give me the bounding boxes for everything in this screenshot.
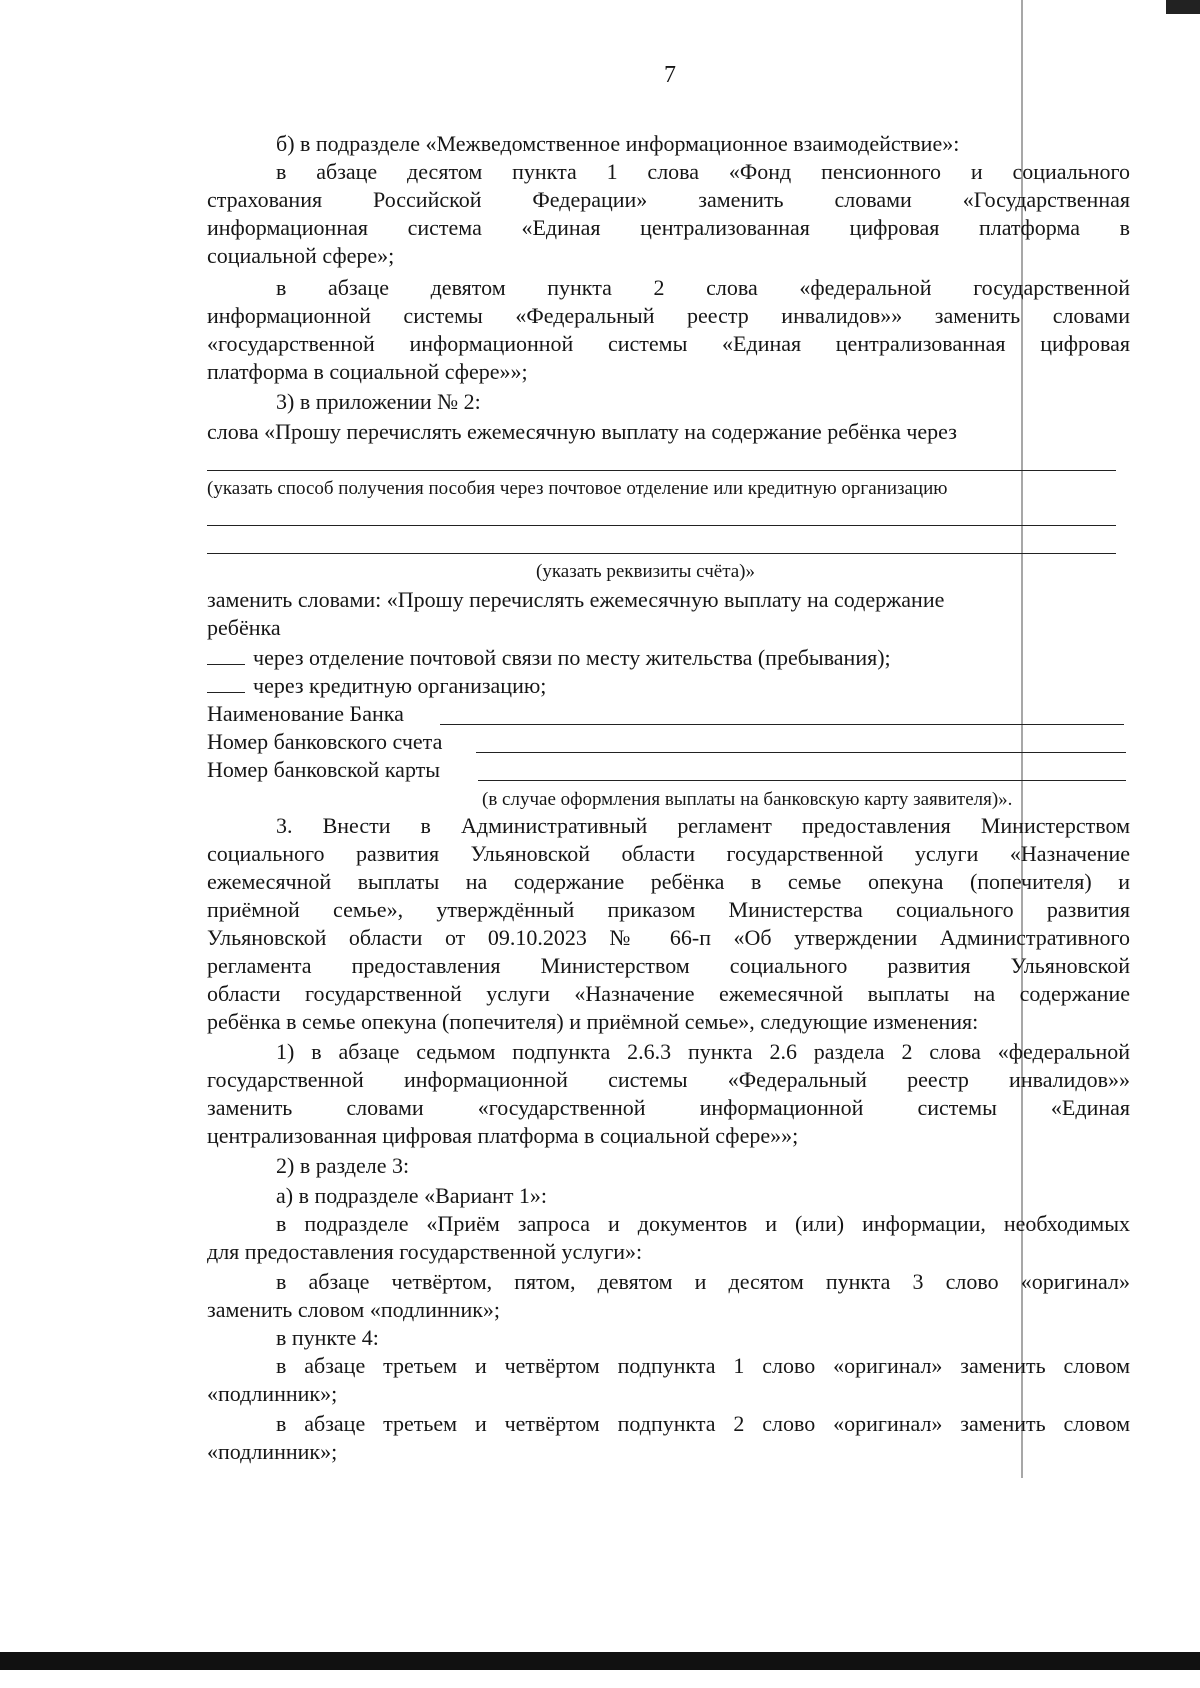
text-line: ребёнка в семье опекуна (попечителя) и приёмной семье», следующие изменения: (207, 1009, 979, 1034)
text-line: для предоставления государственной услуги»: (207, 1239, 643, 1264)
page-number: 7 (664, 62, 676, 88)
text-line: в абзаце десятом пункта 1 слова «Фонд пенсионного и социального (276, 159, 1130, 184)
blank-line (207, 553, 1116, 554)
text-line: в подразделе «Приём запроса и документов и (или) информации, необходимых (276, 1211, 1130, 1236)
text-line: регламента предоставления Министерством социального развития Ульяновской (207, 953, 1130, 978)
text-line: Номер банковской карты (207, 757, 441, 782)
text-line: а) в подразделе «Вариант 1»: (276, 1183, 548, 1208)
scan-edge-mark (1166, 0, 1200, 14)
text-line: (указать способ получения пособия через почтовое отделение или кредитную организацию (207, 478, 948, 499)
blank-line (207, 470, 1116, 471)
blank-line (207, 525, 1116, 526)
text-line: страхования Российской Федерации» заменить словами «Государственная (207, 187, 1130, 212)
text-line: государственной информационной системы «Федеральный реестр инвалидов»» (207, 1067, 1130, 1092)
text-line: информационной системы «Федеральный реестр инвалидов»» заменить словами (207, 303, 1130, 328)
text-line: б) в подразделе «Межведомственное информационное взаимодействие»: (276, 131, 960, 156)
text-line (207, 672, 546, 700)
text-line: в абзаце девятом пункта 2 слова «федеральной государственной (276, 275, 1130, 300)
blank-line (476, 752, 1126, 753)
text-line: социальной сфере»; (207, 243, 395, 268)
text-line: ребёнка (207, 615, 281, 640)
text-fragment: через кредитную организацию; (253, 673, 547, 698)
text-line: централизованная цифровая платформа в социальной сфере»»; (207, 1123, 799, 1148)
text-line: заменить словами «государственной информационной системы «Единая (207, 1095, 1130, 1120)
text-line: платформа в социальной сфере»»; (207, 359, 528, 384)
text-line: области государственной услуги «Назначение ежемесячной выплаты на содержание (207, 981, 1130, 1006)
blank-line (440, 724, 1124, 725)
scan-bottom-bar (0, 1652, 1200, 1670)
blank-field (207, 674, 245, 693)
text-line: в абзаце третьем и четвёртом подпункта 2 слово «оригинал» заменить словом (276, 1411, 1130, 1436)
text-line: Наименование Банка (207, 701, 404, 726)
text-line: социального развития Ульяновской области государственной услуги «Назначение (207, 841, 1130, 866)
text-line: 1) в абзаце седьмом подпункта 2.6.3 пункта 2.6 раздела 2 слова «федеральной (276, 1039, 1130, 1064)
text-line: слова «Прошу перечислять ежемесячную выплату на содержание ребёнка через (207, 419, 957, 444)
text-line: Ульяновской области от 09.10.2023 № 66-п «Об утверждении Административного (207, 925, 1130, 950)
text-line: Номер банковского счета (207, 729, 443, 754)
text-line: в абзаце четвёртом, пятом, девятом и десятом пункта 3 слово «оригинал» (276, 1269, 1130, 1294)
text-line: ежемесячной выплаты на содержание ребёнка в семье опекуна (попечителя) и (207, 869, 1130, 894)
text-line: заменить словом «подлинник»; (207, 1297, 501, 1322)
text-line: в пункте 4: (276, 1325, 379, 1350)
text-line: 2) в разделе 3: (276, 1153, 410, 1178)
text-line: 3) в приложении № 2: (276, 389, 481, 414)
text-line (207, 644, 891, 672)
text-line: «подлинник»; (207, 1439, 338, 1464)
text-line: «подлинник»; (207, 1381, 338, 1406)
text-line: в абзаце третьем и четвёртом подпункта 1 слово «оригинал» заменить словом (276, 1353, 1130, 1378)
blank-field (207, 646, 245, 665)
text-line: «государственной информационной системы «Единая централизованная цифровая (207, 331, 1130, 356)
text-fragment: через отделение почтовой связи по месту жительства (пребывания); (253, 645, 891, 670)
text-line: информационная система «Единая централизованная цифровая платформа в (207, 215, 1130, 240)
text-line: (указать реквизиты счёта)» (536, 561, 756, 582)
blank-line (478, 780, 1126, 781)
text-line: (в случае оформления выплаты на банковскую карту заявителя)». (482, 789, 1013, 810)
text-line: заменить словами: «Прошу перечислять ежемесячную выплату на содержание (207, 587, 945, 612)
text-line: приёмной семье», утверждённый приказом Министерства социального развития (207, 897, 1130, 922)
text-line: 3. Внести в Административный регламент предоставления Министерством (276, 813, 1130, 838)
